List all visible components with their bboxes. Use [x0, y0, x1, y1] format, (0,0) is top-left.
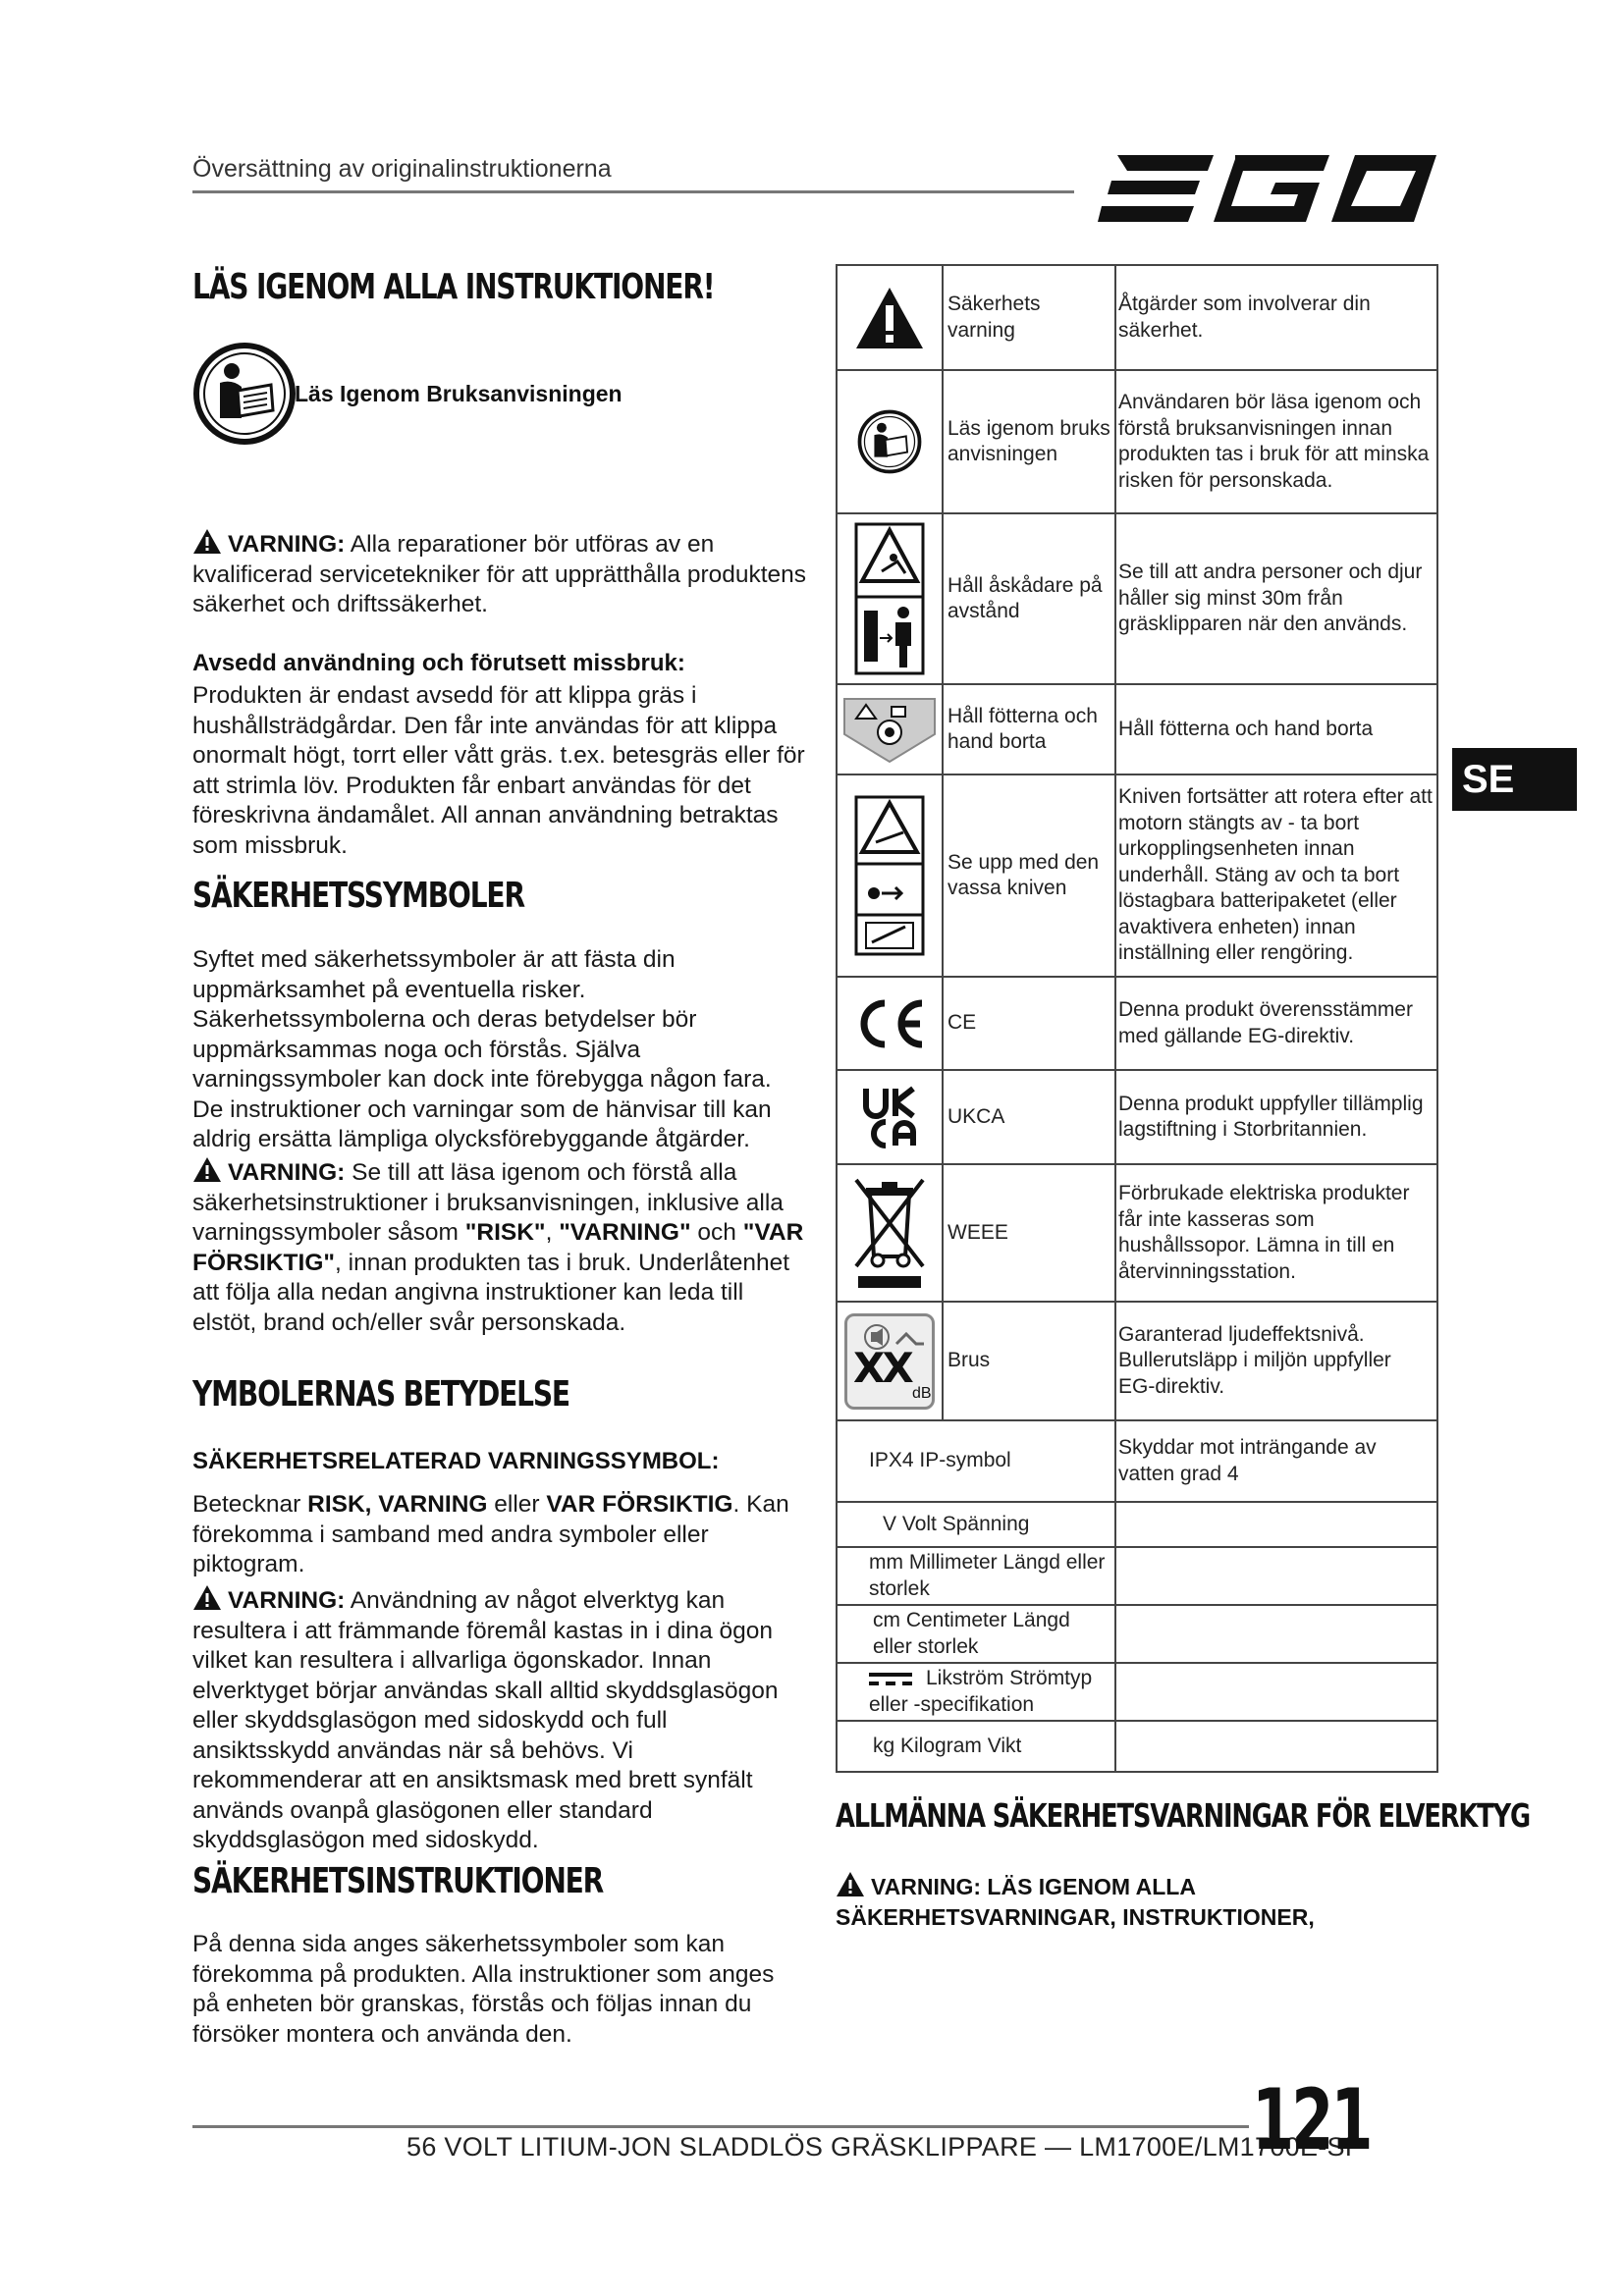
eller-word: eller [494, 1491, 540, 1518]
ce-mark-icon [853, 999, 926, 1048]
header-title: Översättning av originalinstruktionerna [192, 155, 612, 183]
table-row [837, 684, 1437, 774]
table-name-cell: Se upp med den vassa kniven [943, 774, 1115, 977]
alert-symbol-heading: SÄKERHETSRELATERAD VARNINGSSYMBOL: [192, 1448, 720, 1474]
table-row [837, 265, 1437, 370]
safety-instructions-heading: SÄKERHETSINSTRUKTIONER [192, 1861, 604, 1901]
read-all-heading: LÄS IGENOM ALLA INSTRUKTIONER! [192, 267, 715, 307]
symbol-meaning-heading: YMBOLERNAS BETYDELSE [192, 1374, 569, 1415]
table-desc-cell [1115, 1663, 1437, 1721]
table-row [837, 513, 1437, 684]
table-desc-cell [1115, 1502, 1437, 1547]
warning-triangle-icon [192, 528, 222, 555]
table-row [837, 370, 1437, 513]
warning-repairs [192, 528, 807, 620]
warning-text: Se till att läsa igenom och förstå alla säkerhetsinstruktioner i bruksanvisningen, inklusive alla varningssymboler såsom [192, 1159, 784, 1246]
table-merged-cell: IPX4 IP-symbol [837, 1420, 1115, 1502]
table-desc-cell: Förbrukade elektriska produkter får inte kasseras som hushållssopor. Lämna in till en återvinningsstation. [1115, 1164, 1437, 1302]
table-row [837, 1502, 1437, 1547]
warning-text-end: , innan produkten tas i bruk. Underlåtenhet att följa alla nedan angivna instruktioner kan leda till elstöt, brand och/eller svår personskada. [192, 1249, 790, 1336]
language-tab: SE [1452, 748, 1577, 811]
general-warnings-heading: ALLMÄNNA SÄKERHETSVARNINGAR FÖR ELVERKTYG [836, 1796, 1530, 1835]
risk-term: "RISK" [464, 1219, 546, 1246]
sharp-blade-icon [854, 795, 925, 956]
intended-use-heading: Avsedd användning och förutsett missbruk: [192, 650, 685, 676]
warning-triangle-icon [836, 1871, 865, 1897]
table-desc-cell: Denna produkt överensstämmer med gällande EG-direktiv. [1115, 977, 1437, 1070]
risk-term: RISK [307, 1491, 365, 1518]
varning-term: "VARNING" [559, 1219, 691, 1246]
alert-text-end: . Kan förekomma i samband med andra symboler eller piktogram. [192, 1491, 789, 1577]
alert-text-start: Betecknar [192, 1491, 301, 1518]
warning-text: Alla reparationer bör utföras av en kvalificerad servicetekniker för att upprätthålla produktens säkerhet och driftssäkerhet. [192, 531, 807, 617]
read-manual-icon [192, 342, 297, 446]
table-row [837, 1663, 1437, 1721]
intended-use-text: Produkten är endast avsedd för att klippa gräs i hushållsträdgårdar. Den får inte användas för att klippa onormalt högt, torrt eller vått gräs. t.ex. betesgräs eller för att strimla löv. Produkten får enbart användas för det föreskrivna ändamålet. All annan användning betraktas som missbruk. [192, 682, 805, 859]
noise-level-icon [844, 1313, 935, 1410]
header-rule [192, 190, 1074, 193]
table-desc-cell [1115, 1605, 1437, 1663]
table-desc-cell: Kniven fortsätter att rotera efter att motorn stängts av - ta bort urkopplingsenheten innan underhåll. Stäng av och ta bort löstagbara batteripaketet (eller avaktivera enheten) innan inställning eller rengöring. [1115, 774, 1437, 977]
ego-logo [1098, 149, 1436, 228]
table-desc-cell: Skyddar mot inträngande av vatten grad 4 [1115, 1420, 1437, 1502]
table-desc-cell [1115, 1721, 1437, 1772]
och-word: och [697, 1219, 736, 1246]
table-icon-cell [837, 513, 943, 684]
table-merged-cell: mm Millimeter Längd eller storlek [837, 1547, 1115, 1605]
table-name-cell: Brus [943, 1302, 1115, 1420]
table-desc-cell: Garanterad ljudeffektsnivå. Bullerutsläpp i miljön uppfyller EG-direktiv. [1115, 1302, 1437, 1420]
table-row [837, 1164, 1437, 1302]
table-desc-cell [1115, 1547, 1437, 1605]
table-name-cell: UKCA [943, 1070, 1115, 1164]
footer-rule [192, 2125, 1249, 2128]
table-desc-cell: Se till att andra personer och djur håller sig minst 30m från gräsklipparen när den används. [1115, 513, 1437, 684]
keep-feet-hands-away-icon [840, 695, 939, 764]
table-icon-cell [837, 977, 943, 1070]
noise-unit-text: dB [912, 1384, 932, 1402]
table-name-cell: CE [943, 977, 1115, 1070]
warning-triangle-icon [192, 1584, 222, 1611]
table-name-cell: Håll fötterna och hand borta [943, 684, 1115, 774]
table-row [837, 977, 1437, 1070]
warning-label: VARNING: [228, 1587, 346, 1614]
table-desc-cell: Användaren bör läsa igenom och förstå bruksanvisningen innan produkten tas i bruk för att minska risken för personskada. [1115, 370, 1437, 513]
table-name-cell: WEEE [943, 1164, 1115, 1302]
table-row [837, 1420, 1437, 1502]
table-icon-cell [837, 684, 943, 774]
warning-read-instructions [192, 1156, 807, 1338]
safety-symbols-text: Syftet med säkerhetssymboler är att fästa din uppmärksamhet på eventuella risker. Säkerhetssymbolerna och deras betydelser bör uppmärksammas noga och förstås. Själva varningssymboler kan dock inte förebygga någon fara. De instruktioner och varningar som de hänvisar till kan aldrig ersätta lämpliga olycksförebyggande åtgärder. [192, 946, 772, 1152]
table-row [837, 1547, 1437, 1605]
table-merged-cell: cm Centimeter Längd eller storlek [837, 1605, 1115, 1663]
table-icon-cell [837, 1070, 943, 1164]
forsiktig-term: VAR FÖRSIKTIG [546, 1491, 733, 1518]
table-merged-cell: kg Kilogram Vikt [837, 1721, 1115, 1772]
weee-bin-icon [852, 1174, 927, 1292]
warning-triangle-icon [854, 286, 925, 350]
table-row [837, 1605, 1437, 1663]
table-name-cell: Håll åskådare på avstånd [943, 513, 1115, 684]
warning-text-line2: SÄKERHETSVARNINGAR, INSTRUKTIONER, [836, 1904, 1315, 1930]
general-warning [836, 1871, 1436, 1933]
safety-symbols-table [836, 264, 1438, 1773]
dc-label: Likström Strömtyp eller -specifikation [869, 1667, 1093, 1716]
table-name-cell: Säkerhets varning [943, 265, 1115, 370]
bystander-distance-icon [854, 522, 925, 675]
ukca-mark-icon [860, 1085, 919, 1149]
table-row [837, 774, 1437, 977]
forsiktig-term: "VAR FÖRSIKTIG" [192, 1219, 804, 1276]
comma: , [364, 1491, 372, 1518]
comma: , [545, 1219, 553, 1246]
table-row [837, 1721, 1437, 1772]
safety-symbols-heading: SÄKERHETSSYMBOLER [192, 876, 524, 916]
table-row [837, 1302, 1437, 1420]
safety-instructions-text: På denna sida anges säkerhetssymboler som kan förekomma på produkten. Alla instruktioner som anges på enheten bör granskas, förstås och följas innan du försöker montera och använda den. [192, 1931, 775, 2048]
direct-current-icon [869, 1671, 912, 1686]
table-merged-cell [837, 1663, 1115, 1721]
table-icon-cell [837, 1164, 943, 1302]
read-manual-label: Läs Igenom Bruksanvisningen [295, 381, 623, 406]
table-icon-cell [837, 370, 943, 513]
table-row [837, 1070, 1437, 1164]
noise-value-text: XX [853, 1343, 911, 1392]
varning-term: VARNING [378, 1491, 488, 1518]
alert-symbol-text [192, 1490, 807, 1580]
warning-text: LÄS IGENOM ALLA [987, 1874, 1196, 1899]
warning-label: VARNING: [228, 531, 346, 558]
table-merged-cell: V Volt Spänning [837, 1502, 1115, 1547]
table-name-cell: Läs igenom bruks anvisningen [943, 370, 1115, 513]
table-desc-cell: Håll fötterna och hand borta [1115, 684, 1437, 774]
table-desc-cell: Denna produkt uppfyller tillämplig lagstiftning i Storbritannien. [1115, 1070, 1437, 1164]
warning-eye-protection [192, 1584, 807, 1856]
page-number: 121 [1252, 2071, 1371, 2169]
warning-text: Användning av något elverktyg kan resultera i att främmande föremål kastas in i dina ögon vilket kan resultera i allvarliga ögonskador. Innan elverktyget börjar användas skall alltid skyddsglasögon eller skyddsglasögon med sidoskydd och full ansiktsskydd användas när så behövs. Vi rekommenderar att en ansiktsmask med brett synfält används ovanpå glasögonen eller standard skyddsglasögon med sidoskydd. [192, 1587, 779, 1853]
table-icon-cell [837, 1302, 943, 1420]
warning-triangle-icon [192, 1156, 222, 1183]
table-icon-cell [837, 774, 943, 977]
footer-text: 56 VOLT LITIUM-JON SLADDLÖS GRÄSKLIPPARE — LM1700E/LM1700E-SP [406, 2132, 1364, 2162]
table-icon-cell [837, 265, 943, 370]
warning-label: VARNING: [228, 1159, 346, 1186]
read-manual-icon [857, 409, 922, 474]
table-desc-cell: Åtgärder som involverar din säkerhet. [1115, 265, 1437, 370]
warning-label: VARNING: [871, 1874, 982, 1899]
